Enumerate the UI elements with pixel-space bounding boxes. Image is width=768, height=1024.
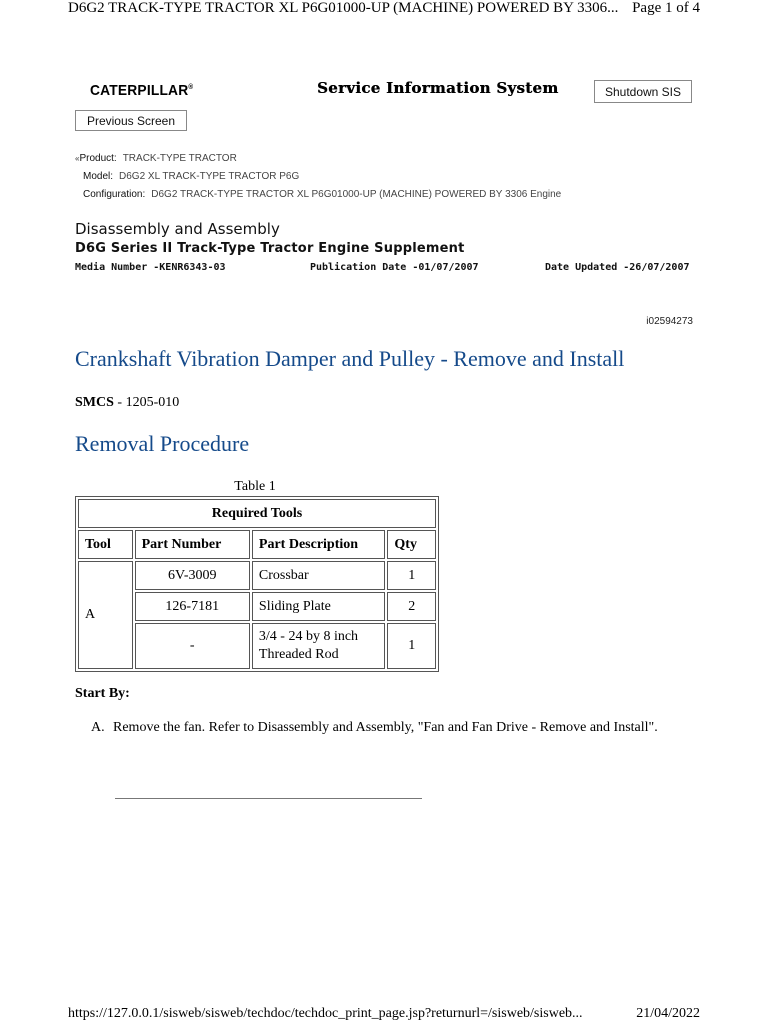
model-label: Model:: [83, 171, 114, 182]
divider: [115, 798, 422, 799]
smcs-line: [75, 395, 179, 411]
media-number: Media Number -KENR6343-03: [75, 262, 226, 273]
table-header-row: [78, 530, 436, 559]
model-row: [83, 171, 299, 182]
caterpillar-logo: [90, 82, 193, 99]
smcs-value: - 1205-010: [113, 395, 180, 410]
table-row: [78, 561, 436, 590]
column-header: Part Description: [252, 530, 386, 559]
previous-screen-button[interactable]: Previous Screen: [75, 110, 187, 131]
document-subtitle: D6G Series II Track-Type Tractor Engine Supplement: [75, 241, 465, 256]
part-description-cell: [252, 623, 386, 669]
part-description-cell: Sliding Plate: [252, 592, 386, 621]
part-description-cell: Crossbar: [252, 561, 386, 590]
step-a: [91, 719, 671, 737]
part-description-line: 3/4 - 24 by 8 inch: [258, 629, 359, 644]
start-by-label: Start By:: [75, 686, 130, 701]
back-arrow-icon[interactable]: «: [75, 154, 80, 163]
page-number: Page 1 of 4: [632, 0, 700, 16]
qty-cell: 1: [387, 561, 436, 590]
logo-text: CATERPILLAR: [90, 82, 189, 99]
configuration-label: Configuration:: [83, 189, 146, 200]
column-header: Tool: [78, 530, 133, 559]
step-text: Remove the fan. Refer to Disassembly and Assembly, "Fan and Fan Drive - Remove and Install".: [113, 720, 658, 735]
product-value: TRACK-TYPE TRACTOR: [122, 153, 237, 164]
required-tools-table: [75, 496, 439, 672]
part-number-cell: -: [135, 623, 250, 669]
publication-date: Publication Date -01/07/2007: [310, 262, 479, 273]
table-caption: Table 1: [234, 479, 276, 494]
footer-url: https://127.0.0.1/sisweb/sisweb/techdoc/techdoc_print_page.jsp?returnurl=/sisweb/sisweb...: [68, 1006, 583, 1021]
product-row: [75, 153, 237, 164]
document-title: Disassembly and Assembly: [75, 220, 280, 238]
product-label: Product:: [79, 153, 117, 164]
qty-cell: 1: [387, 623, 436, 669]
document-id: i02594273: [646, 316, 693, 327]
qty-cell: 2: [387, 592, 436, 621]
part-description-line: Threaded Rod: [258, 647, 339, 662]
part-number-cell: 126-7181: [135, 592, 250, 621]
model-value: D6G2 XL TRACK-TYPE TRACTOR P6G: [119, 171, 300, 182]
part-number-cell: 6V-3009: [135, 561, 250, 590]
main-heading: Crankshaft Vibration Damper and Pulley - Remove and Install: [75, 346, 625, 371]
system-title: Service Information System: [317, 79, 559, 97]
date-updated: Date Updated -26/07/2007: [545, 262, 690, 273]
smcs-label: SMCS: [75, 395, 114, 410]
tool-cell: A: [78, 561, 133, 669]
shutdown-sis-button[interactable]: Shutdown SIS: [594, 80, 692, 103]
configuration-value: D6G2 TRACK-TYPE TRACTOR XL P6G01000-UP (MACHINE) POWERED BY 3306 Engine: [151, 189, 562, 200]
footer-date: 21/04/2022: [636, 1006, 700, 1021]
step-marker: A.: [91, 720, 105, 735]
column-header: Qty: [387, 530, 436, 559]
configuration-row: [83, 189, 561, 200]
removal-procedure-heading: Removal Procedure: [75, 431, 250, 456]
column-header: Part Number: [135, 530, 250, 559]
registered-mark: ®: [188, 84, 194, 91]
table-title-row: [78, 499, 436, 528]
table-title: Required Tools: [78, 499, 436, 528]
print-header-title: D6G2 TRACK-TYPE TRACTOR XL P6G01000-UP (MACHINE) POWERED BY 3306...: [68, 0, 619, 16]
